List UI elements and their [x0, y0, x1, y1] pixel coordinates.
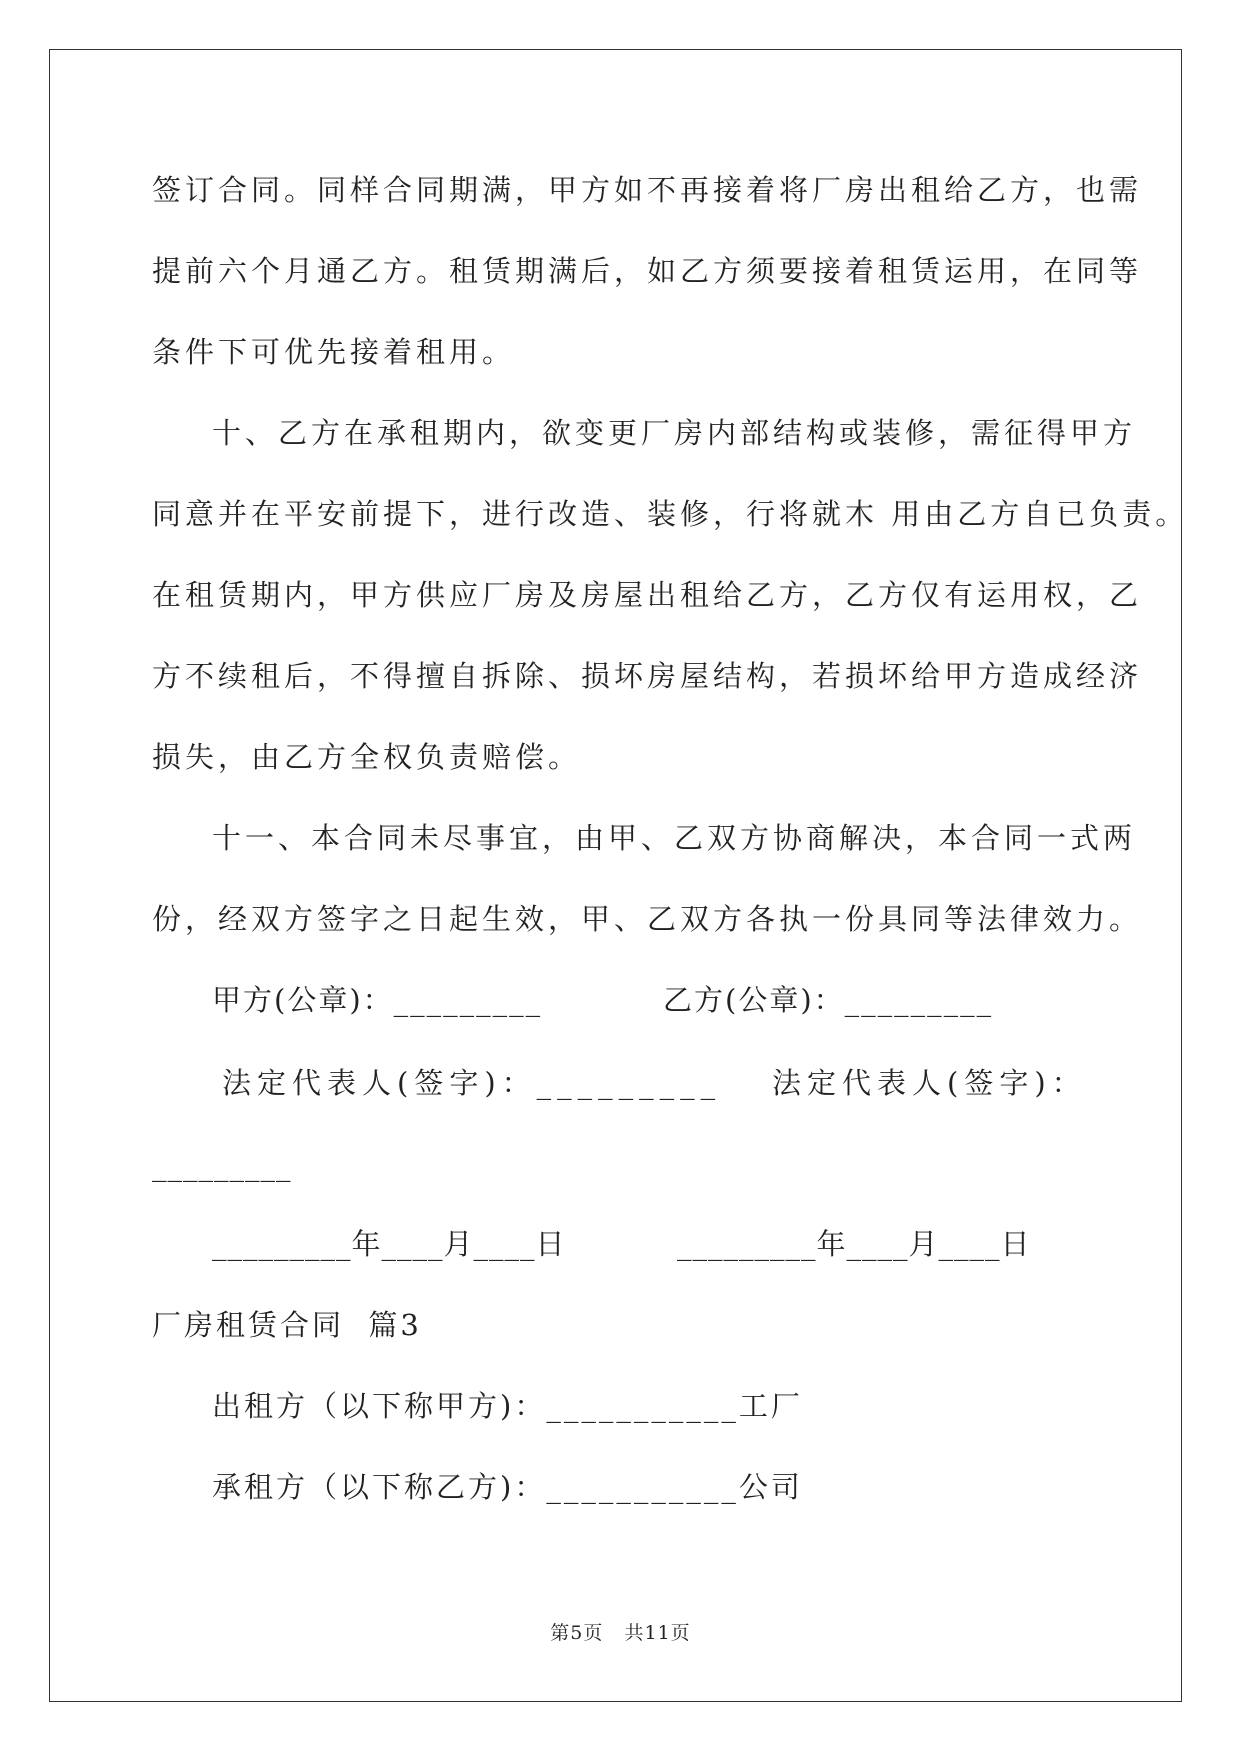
party-a-representative-field: 法定代表人(签字)：_________ — [222, 1066, 722, 1100]
body-text-line: 份，经双方签字之日起生效，甲、乙双方各执一份具同等法律效力。 — [152, 902, 1143, 936]
body-text-line: 签订合同。同样合同期满，甲方如不再接着将厂房出租给乙方，也需 — [152, 173, 1143, 207]
body-text-line: 提前六个月通乙方。租赁期满后，如乙方须要接着租赁运用，在同等 — [152, 254, 1143, 288]
party-a-seal-field: 甲方(公章)：_________ — [212, 983, 543, 1017]
party-b-representative-field: 法定代表人(签字)： — [772, 1066, 1087, 1100]
party-b-seal-field: 乙方(公章)：_________ — [663, 983, 994, 1017]
page-border — [49, 49, 1182, 1702]
lessee-field: 承租方（以下称乙方)：___________公司 — [212, 1470, 803, 1504]
lessor-field: 出租方（以下称甲方)：___________工厂 — [212, 1389, 803, 1423]
clause-eleven-heading-line: 十一、本合同未尽事宜，由甲、乙双方协商解决，本合同一式两 — [212, 821, 1137, 855]
clause-ten-heading-line: 十、乙方在承租期内，欲变更厂房内部结构或装修，需征得甲方 — [212, 416, 1137, 450]
body-text-line: 在租赁期内，甲方供应厂房及房屋出租给乙方，乙方仅有运用权，乙 — [152, 578, 1143, 612]
party-a-date-field: _________年____月____日 — [212, 1227, 566, 1261]
party-b-representative-blank: _________ — [152, 1148, 292, 1182]
body-text-line: 方不续租后，不得擅自拆除、损坏房屋结构，若损坏给甲方造成经济 — [152, 659, 1143, 693]
party-b-date-field: _________年____月____日 — [677, 1227, 1031, 1261]
body-text-line: 条件下可优先接着租用。 — [152, 335, 516, 369]
body-text-line: 同意并在平安前提下，进行改造、装修，行将就木 用由乙方自已负责。 — [152, 497, 1189, 531]
body-text-line: 损失，由乙方全权负责赔偿。 — [152, 740, 582, 774]
section-title: 厂房租赁合同 篇3 — [152, 1308, 422, 1342]
page-number: 第5页 共11页 — [550, 1622, 691, 1644]
